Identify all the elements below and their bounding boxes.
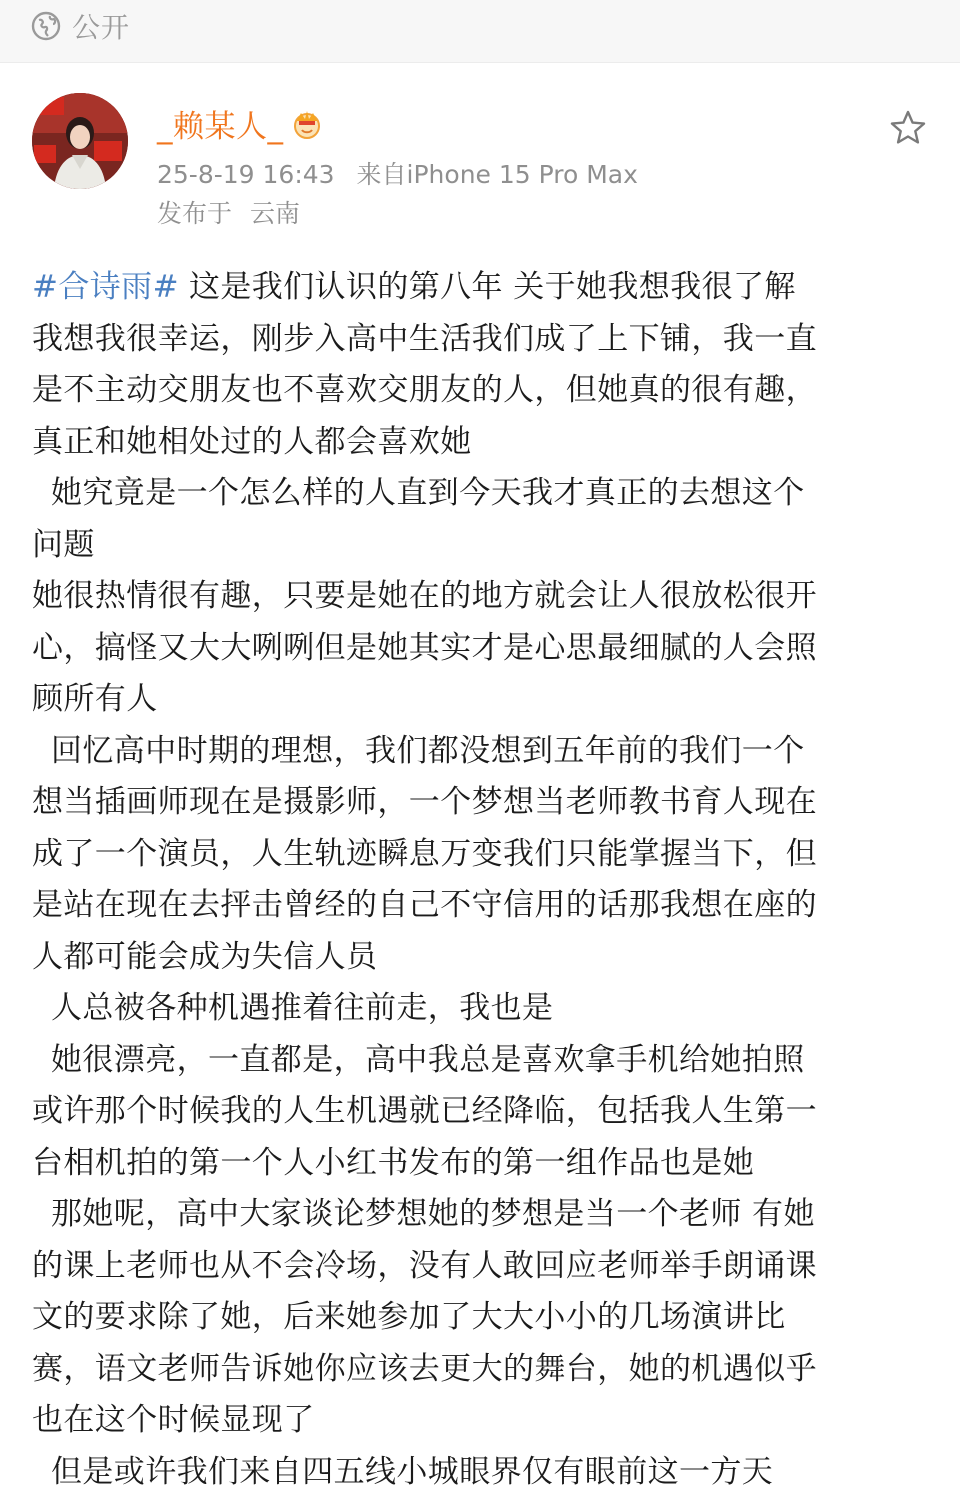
location-name: 云南 bbox=[250, 199, 300, 228]
post-line: 是不主动交朋友也不喜欢交朋友的人，但她真的很有趣， bbox=[32, 365, 932, 417]
visibility-indicator[interactable] bbox=[30, 8, 130, 44]
post-line: 那她呢，高中大家谈论梦想她的梦想是当一个老师 有她 bbox=[32, 1189, 932, 1241]
post-line: 问题 bbox=[32, 520, 932, 572]
post-line: 她很漂亮，一直都是，高中我总是喜欢拿手机给她拍照 bbox=[32, 1035, 932, 1087]
avatar-image bbox=[32, 93, 128, 189]
post-line: 是站在现在去抨击曾经的自己不守信用的话那我想在座的 bbox=[32, 880, 932, 932]
post-line: 心，搞怪又大大咧咧但是她其实才是心思最细腻的人会照 bbox=[32, 623, 932, 675]
post-source: 来自iPhone 15 Pro Max bbox=[357, 160, 638, 189]
visibility-bar bbox=[0, 0, 960, 63]
post-line: 人都可能会成为失信人员 bbox=[32, 932, 932, 984]
post-line: 成了一个演员，人生轨迹瞬息万变我们只能掌握当下，但 bbox=[32, 829, 932, 881]
post-line: 想当插画师现在是摄影师，一个梦想当老师教书育人现在 bbox=[32, 777, 932, 829]
post-line: 顾所有人 bbox=[32, 674, 932, 726]
post-line: 她很热情很有趣，只要是她在的地方就会让人很放松很开 bbox=[32, 571, 932, 623]
visibility-label: 公开 bbox=[72, 6, 130, 46]
post-line: 人总被各种机遇推着往前走，我也是 bbox=[32, 983, 932, 1035]
post-line bbox=[32, 262, 932, 314]
post-location bbox=[157, 194, 300, 230]
username-row bbox=[157, 101, 324, 146]
post-line: 也在这个时候显现了 bbox=[32, 1395, 932, 1447]
post-line: 她究竟是一个怎么样的人直到今天我才真正的去想这个 bbox=[32, 468, 932, 520]
post-line: 真正和她相处过的人都会喜欢她 bbox=[32, 417, 932, 469]
post-line: 赛，语文老师告诉她你应该去更大的舞台，她的机遇似乎 bbox=[32, 1344, 932, 1396]
avatar[interactable] bbox=[32, 93, 128, 189]
post-line: 但是或许我们来自四五线小城眼界仅有眼前这一方天 bbox=[32, 1447, 932, 1498]
location-prefix: 发布于 bbox=[157, 199, 232, 228]
post-meta bbox=[157, 155, 638, 191]
post-line: 台相机拍的第一个人小红书发布的第一组作品也是她 bbox=[32, 1138, 932, 1190]
globe-icon bbox=[30, 10, 62, 42]
post-line: 文的要求除了她，后来她参加了大大小小的几场演讲比 bbox=[32, 1292, 932, 1344]
hashtag-link[interactable]: #合诗雨# bbox=[32, 269, 179, 305]
crown-icon[interactable] bbox=[290, 107, 324, 141]
star-icon[interactable] bbox=[888, 108, 928, 148]
post-line: 的课上老师也从不会冷场，没有人敢回应老师举手朗诵课 bbox=[32, 1241, 932, 1293]
post-line: 或许那个时候我的人生机遇就已经降临，包括我人生第一 bbox=[32, 1086, 932, 1138]
post-line-text: 这是我们认识的第八年 关于她我想我很了解 bbox=[189, 269, 796, 305]
post-line: 我想我很幸运，刚步入高中生活我们成了上下铺，我一直 bbox=[32, 314, 932, 366]
post-header bbox=[0, 63, 960, 238]
username[interactable]: _赖某人_ bbox=[157, 101, 284, 146]
post-timestamp: 25-8-19 16:43 bbox=[157, 160, 335, 189]
post-body bbox=[32, 262, 932, 1498]
post-line: 回忆高中时期的理想，我们都没想到五年前的我们一个 bbox=[32, 726, 932, 778]
